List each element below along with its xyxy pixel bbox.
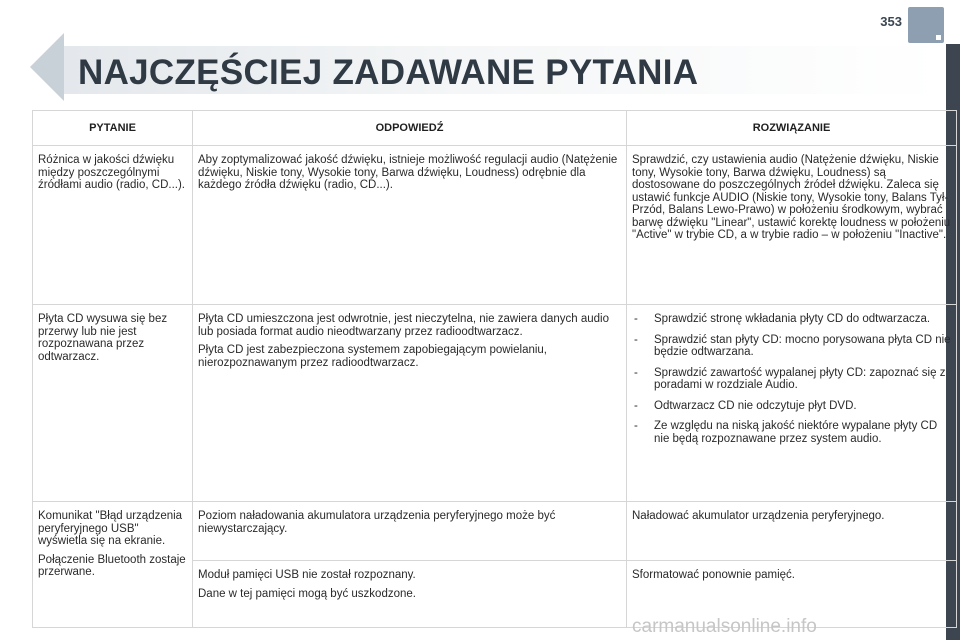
answer-cell (193, 305, 627, 502)
answer-paragraph: Płyta CD umieszczona jest odwrotnie, jest nieczytelna, nie zawiera danych audio lub posiada format audio nieodtwarzany przez radioodtwarzacz. (198, 313, 610, 338)
question-cell: Płyta CD wysuwa się bez przerwy lub nie jest rozpoznawana przez odtwarzacz. (33, 305, 193, 502)
table-row (33, 502, 957, 561)
solution-list-item: - Ze względu na niską jakość niektóre wypalane płyty CD nie będą rozpoznawane przez system audio. (632, 420, 951, 445)
page-title: NAJCZĘŚCIEJ ZADAWANE PYTANIA (78, 53, 699, 92)
faq-table (32, 110, 957, 628)
chapter-tab-icon (908, 7, 944, 43)
table-header-row (33, 111, 957, 146)
header-solution: ROZWIĄZANIE (627, 111, 957, 146)
watermark: carmanualsonline.info (632, 616, 817, 637)
header-answer: ODPOWIEDŹ (193, 111, 627, 146)
answer-paragraph: Moduł pamięci USB nie został rozpoznany. (198, 569, 416, 581)
solution-list-item: - Sprawdzić stronę wkładania płyty CD do odtwarzacza. (632, 313, 951, 326)
solution-cell (627, 305, 957, 502)
page-number: 353 (880, 14, 902, 29)
question-cell: Różnica w jakości dźwięku między poszczególnymi źródłami audio (radio, CD...). (33, 146, 193, 305)
table-row (33, 305, 957, 502)
question-paragraph: Komunikat "Błąd urządzenia peryferyjnego USB" wyświetla się na ekranie. (38, 510, 183, 547)
answer-paragraph: Płyta CD jest zabezpieczona systemem zapobiegającym powielaniu, nierozpoznawanym przez radioodtwarzacz. (198, 344, 548, 369)
table-row (33, 146, 957, 305)
header-question: PYTANIE (33, 111, 193, 146)
answer-paragraph: Dane w tej pamięci mogą być uszkodzone. (198, 587, 416, 600)
question-paragraph: Połączenie Bluetooth zostaje przerwane. (38, 553, 186, 578)
answer-cell: Poziom naładowania akumulatora urządzenia peryferyjnego może być niewystarczający. (193, 502, 627, 561)
solution-list-item: - Sprawdzić stan płyty CD: mocno porysowana płyta CD nie będzie odtwarzana. (632, 334, 951, 359)
solution-cell: Sprawdzić, czy ustawienia audio (Natężenie dźwięku, Niskie tony, Wysokie tony, Barwa dźwięku, Loudness) są dostosowane do poszczególnych źródeł dźwięku. Zaleca się ustawić funkcje AUDIO (Niskie tony, Wysokie tony, Balans Tył-Przód, Balans Lewo-Prawo) w położeniu środkowym, wybrać barwę dźwięku "Linear", ustawić korektę loudness w położeniu "Active" w trybie CD, a w trybie radio – w położeniu "Inactive". (627, 146, 957, 305)
solution-list-item: - Odtwarzacz CD nie odczytuje płyt DVD. (632, 400, 951, 413)
answer-cell (193, 561, 627, 628)
question-cell (33, 502, 193, 628)
solution-list-item: - Sprawdzić zawartość wypalanej płyty CD: zapoznać się z poradami w rozdziale Audio. (632, 367, 951, 392)
solution-list (632, 313, 951, 445)
solution-cell: Sformatować ponownie pamięć. (627, 561, 957, 628)
answer-cell: Aby zoptymalizować jakość dźwięku, istnieje możliwość regulacji audio (Natężenie dźwięku, Niskie tony, Wysokie tony, Barwa dźwięku, Loudness) odrębnie dla każdego źródła dźwięku (radio, CD...). (193, 146, 627, 305)
title-arrow-icon (30, 33, 64, 101)
solution-cell: Naładować akumulator urządzenia peryferyjnego. (627, 502, 957, 561)
